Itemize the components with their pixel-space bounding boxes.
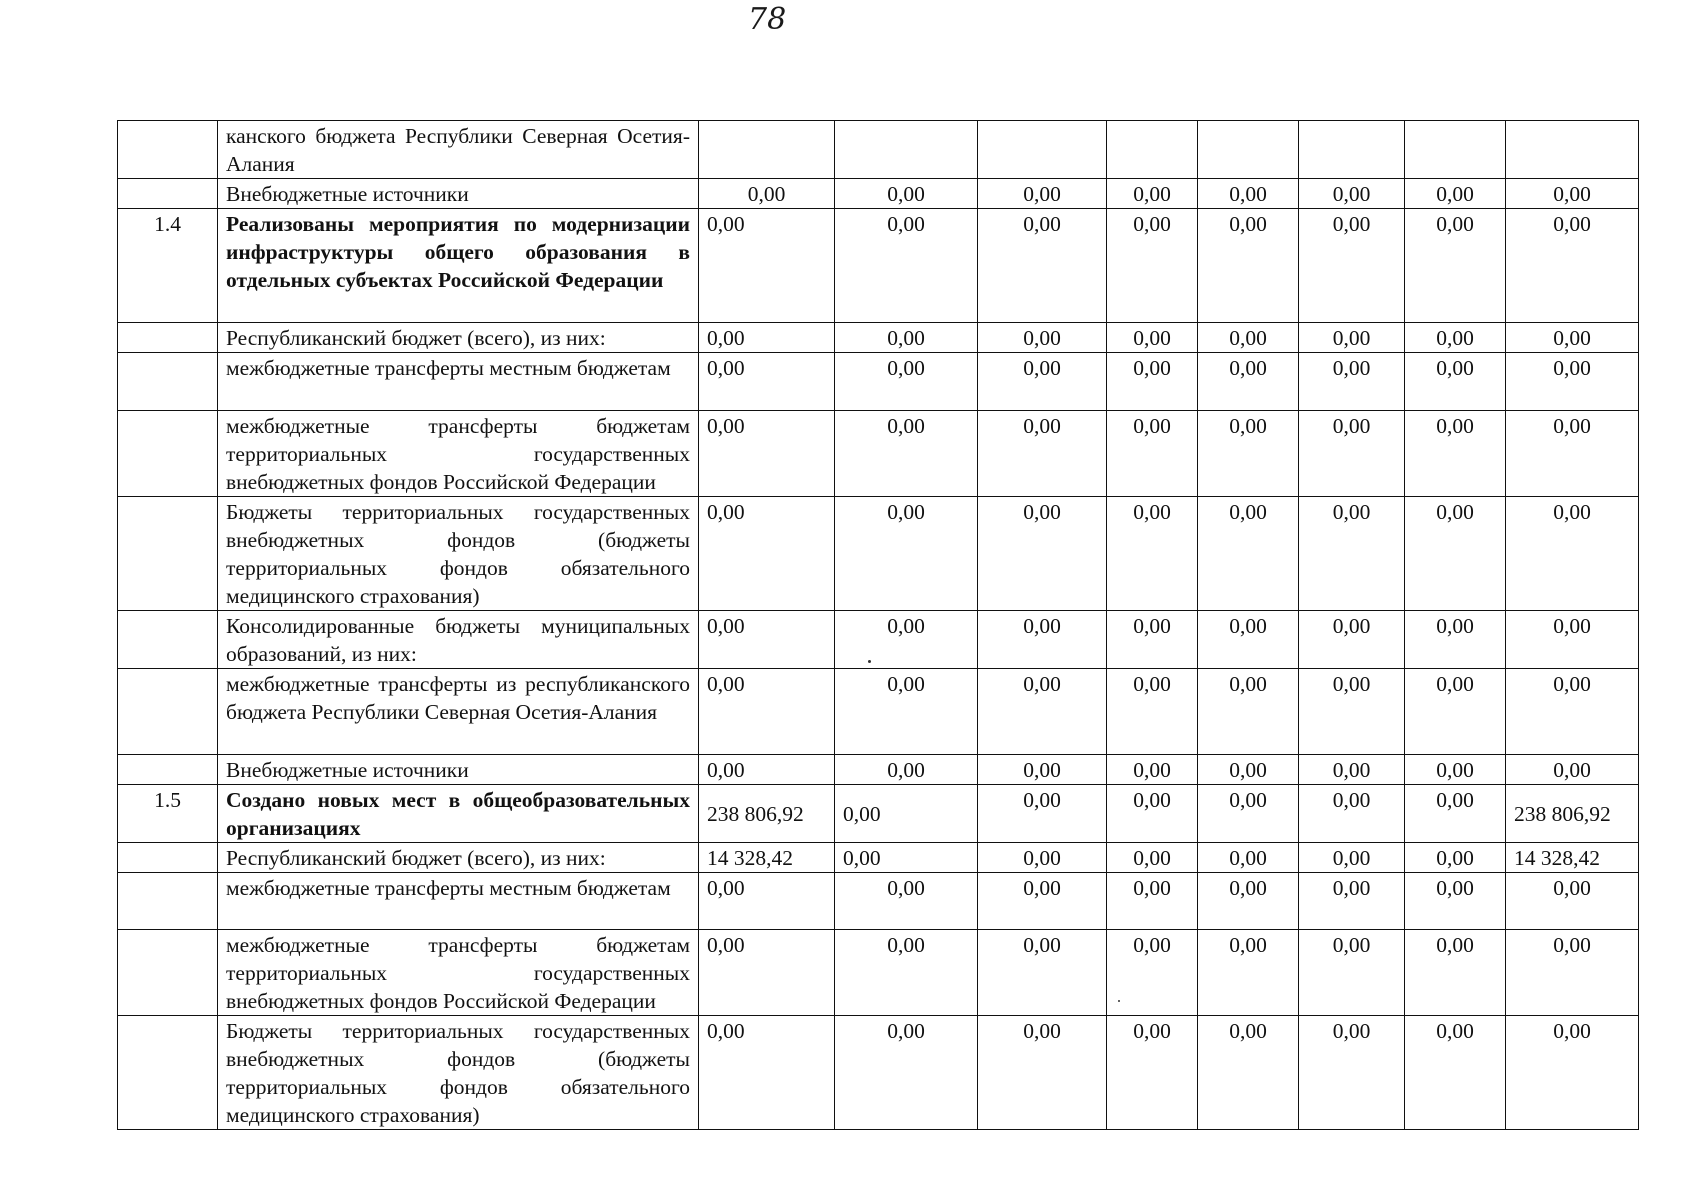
value-cell: 0,00 [978, 411, 1107, 497]
value-cell: 0,00 [1299, 323, 1405, 353]
value-cell: 0,00 [978, 843, 1107, 873]
value-cell: 0,00 [978, 873, 1107, 930]
value-cell: 0,00 [1198, 179, 1299, 209]
value-cell [1198, 121, 1299, 179]
value-cell: 0,00 [1299, 611, 1405, 669]
value-cell: 0,00 [835, 209, 978, 323]
value-cell: 0,00 [978, 179, 1107, 209]
value-cell: 0,00 [1198, 873, 1299, 930]
row-number-cell [118, 497, 218, 611]
value-cell: 0,00 [699, 353, 835, 411]
table-row [118, 930, 1639, 1016]
value-cell: 0,00 [1107, 209, 1198, 323]
row-number-cell [118, 611, 218, 669]
value-cell: 0,00 [835, 873, 978, 930]
value-cell: 0,00 [1107, 497, 1198, 611]
value-cell: 0,00 [1198, 1016, 1299, 1130]
row-number-cell [118, 1016, 218, 1130]
value-cell: 0,00 [1506, 353, 1639, 411]
value-cell: 0,00 [1405, 1016, 1506, 1130]
table-row [118, 179, 1639, 209]
row-number-cell [118, 353, 218, 411]
value-cell: 0,00 [1405, 755, 1506, 785]
value-cell: 0,00 [1198, 611, 1299, 669]
value-cell: 0,00 [1198, 353, 1299, 411]
value-cell: 0,00 [835, 497, 978, 611]
value-cell: 0,00 [1299, 755, 1405, 785]
value-cell: 0,00 [1506, 411, 1639, 497]
table-row [118, 669, 1639, 755]
value-cell: 0,00 [1506, 209, 1639, 323]
value-cell: 0,00 [1405, 353, 1506, 411]
value-cell: 0,00 [1299, 353, 1405, 411]
value-cell: 0,00 [1405, 323, 1506, 353]
value-cell: 0,00 [978, 755, 1107, 785]
value-cell: 0,00 [835, 411, 978, 497]
value-cell: 0,00 [1299, 1016, 1405, 1130]
row-name-cell: Республиканский бюджет (всего), из них: [218, 843, 699, 873]
value-cell: 0,00 [978, 323, 1107, 353]
value-cell: 0,00 [1299, 873, 1405, 930]
row-name-cell: Внебюджетные источники [218, 755, 699, 785]
row-number-cell [118, 873, 218, 930]
value-cell: 0,00 [1107, 873, 1198, 930]
value-cell: 0,00 [1107, 785, 1198, 843]
value-cell: 0,00 [1506, 755, 1639, 785]
value-cell: 0,00 [1506, 930, 1639, 1016]
value-cell: 0,00 [835, 930, 978, 1016]
value-cell [699, 121, 835, 179]
row-number-cell [118, 323, 218, 353]
value-cell: 0,00 [835, 785, 978, 843]
value-cell: 0,00 [978, 785, 1107, 843]
row-number-cell [118, 411, 218, 497]
value-cell [1107, 121, 1198, 179]
value-cell: 0,00 [1299, 843, 1405, 873]
row-name-cell: Республиканский бюджет (всего), из них: [218, 323, 699, 353]
value-cell: 0,00 [1198, 497, 1299, 611]
value-cell: 0,00 [1405, 843, 1506, 873]
value-cell: 0,00 [835, 179, 978, 209]
value-cell: 0,00 [835, 323, 978, 353]
row-name-cell: межбюджетные трансферты местным бюджетам [218, 353, 699, 411]
table-row [118, 497, 1639, 611]
row-number-cell [118, 179, 218, 209]
value-cell: 0,00 [699, 209, 835, 323]
table-row [118, 755, 1639, 785]
row-name-cell: Бюджеты территориальных государственных внебюджетных фондов (бюджеты территориальных фондов обязательного медицинского страхования) [218, 1016, 699, 1130]
value-cell: 14 328,42 [1506, 843, 1639, 873]
value-cell: 238 806,92 [699, 785, 835, 843]
value-cell: 0,00 [699, 930, 835, 1016]
value-cell: 0,00 [1506, 179, 1639, 209]
value-cell: 0,00 [699, 323, 835, 353]
value-cell: 0,00 [1107, 323, 1198, 353]
value-cell: 0,00 [835, 755, 978, 785]
value-cell: 0,00 [978, 209, 1107, 323]
value-cell: 0,00 [1107, 353, 1198, 411]
value-cell: 0,00 [699, 873, 835, 930]
value-cell: 0,00 [1405, 785, 1506, 843]
scan-speck [868, 660, 871, 663]
value-cell: 238 806,92 [1506, 785, 1639, 843]
value-cell: 0,00 [1405, 179, 1506, 209]
scan-speck [1118, 1000, 1120, 1002]
value-cell: 0,00 [1299, 669, 1405, 755]
table-row [118, 873, 1639, 930]
value-cell: 0,00 [1107, 611, 1198, 669]
value-cell: 0,00 [978, 930, 1107, 1016]
value-cell: 0,00 [835, 843, 978, 873]
value-cell: 0,00 [1405, 611, 1506, 669]
value-cell: 0,00 [1506, 669, 1639, 755]
budget-table [117, 120, 1639, 1130]
value-cell: 0,00 [699, 669, 835, 755]
table-row [118, 1016, 1639, 1130]
value-cell: 0,00 [1405, 930, 1506, 1016]
value-cell: 0,00 [1107, 411, 1198, 497]
value-cell: 0,00 [1198, 755, 1299, 785]
value-cell: 0,00 [835, 669, 978, 755]
value-cell: 0,00 [699, 755, 835, 785]
value-cell: 0,00 [1299, 411, 1405, 497]
value-cell: 0,00 [1107, 930, 1198, 1016]
value-cell [1405, 121, 1506, 179]
value-cell: 0,00 [699, 179, 835, 209]
value-cell: 0,00 [699, 1016, 835, 1130]
value-cell: 0,00 [1198, 323, 1299, 353]
value-cell: 0,00 [1198, 411, 1299, 497]
value-cell: 0,00 [1299, 930, 1405, 1016]
table-row [118, 323, 1639, 353]
row-number-cell [118, 930, 218, 1016]
row-name-cell: межбюджетные трансферты местным бюджетам [218, 873, 699, 930]
value-cell: 0,00 [1198, 209, 1299, 323]
row-number-cell [118, 669, 218, 755]
value-cell: 0,00 [978, 353, 1107, 411]
table-row [118, 843, 1639, 873]
row-name-cell: Реализованы мероприятия по модернизации инфраструктуры общего образования в отдельных субъектах Российской Федерации [218, 209, 699, 323]
value-cell: 0,00 [1198, 785, 1299, 843]
value-cell: 0,00 [1405, 411, 1506, 497]
row-name-cell: межбюджетные трансферты бюджетам территориальных государственных внебюджетных фондов Российской Федерации [218, 930, 699, 1016]
table-row [118, 121, 1639, 179]
row-number-cell: 1.4 [118, 209, 218, 323]
value-cell: 0,00 [1299, 209, 1405, 323]
row-number-cell [118, 755, 218, 785]
value-cell: 0,00 [1299, 785, 1405, 843]
value-cell: 0,00 [978, 1016, 1107, 1130]
value-cell: 0,00 [1405, 497, 1506, 611]
value-cell [1506, 121, 1639, 179]
row-name-cell: Консолидированные бюджеты муниципальных образований, из них: [218, 611, 699, 669]
row-name-cell: Бюджеты территориальных государственных внебюджетных фондов (бюджеты территориальных фондов обязательного медицинского страхования) [218, 497, 699, 611]
row-name-cell: Создано новых мест в общеобразовательных организациях [218, 785, 699, 843]
page-number: 78 [748, 2, 787, 37]
value-cell: 0,00 [1299, 497, 1405, 611]
value-cell: 0,00 [1107, 669, 1198, 755]
row-name-cell: межбюджетные трансферты бюджетам территориальных государственных внебюджетных фондов Российской Федерации [218, 411, 699, 497]
table-row [118, 611, 1639, 669]
value-cell [1299, 121, 1405, 179]
value-cell: 14 328,42 [699, 843, 835, 873]
value-cell: 0,00 [1107, 1016, 1198, 1130]
value-cell: 0,00 [1506, 873, 1639, 930]
value-cell: 0,00 [1506, 1016, 1639, 1130]
value-cell: 0,00 [1198, 843, 1299, 873]
value-cell: 0,00 [699, 611, 835, 669]
row-number-cell [118, 843, 218, 873]
value-cell: 0,00 [1506, 323, 1639, 353]
value-cell: 0,00 [699, 411, 835, 497]
value-cell: 0,00 [1506, 497, 1639, 611]
value-cell: 0,00 [1299, 179, 1405, 209]
value-cell: 0,00 [1107, 843, 1198, 873]
value-cell: 0,00 [835, 353, 978, 411]
value-cell: 0,00 [978, 669, 1107, 755]
row-name-cell: канского бюджета Республики Северная Осетия-Алания [218, 121, 699, 179]
value-cell: 0,00 [978, 611, 1107, 669]
value-cell [978, 121, 1107, 179]
value-cell: 0,00 [1198, 930, 1299, 1016]
value-cell: 0,00 [1405, 873, 1506, 930]
value-cell [835, 121, 978, 179]
value-cell: 0,00 [1405, 669, 1506, 755]
table-row [118, 785, 1639, 843]
row-name-cell: Внебюджетные источники [218, 179, 699, 209]
value-cell: 0,00 [978, 497, 1107, 611]
value-cell: 0,00 [699, 497, 835, 611]
value-cell: 0,00 [1198, 669, 1299, 755]
table-row [118, 209, 1639, 323]
row-name-cell: межбюджетные трансферты из республиканского бюджета Республики Северная Осетия-Алания [218, 669, 699, 755]
row-number-cell: 1.5 [118, 785, 218, 843]
value-cell: 0,00 [1107, 755, 1198, 785]
value-cell: 0,00 [1405, 209, 1506, 323]
value-cell: 0,00 [835, 1016, 978, 1130]
value-cell: 0,00 [1506, 611, 1639, 669]
table-row [118, 411, 1639, 497]
row-number-cell [118, 121, 218, 179]
value-cell: 0,00 [835, 611, 978, 669]
value-cell: 0,00 [1107, 179, 1198, 209]
table-row [118, 353, 1639, 411]
